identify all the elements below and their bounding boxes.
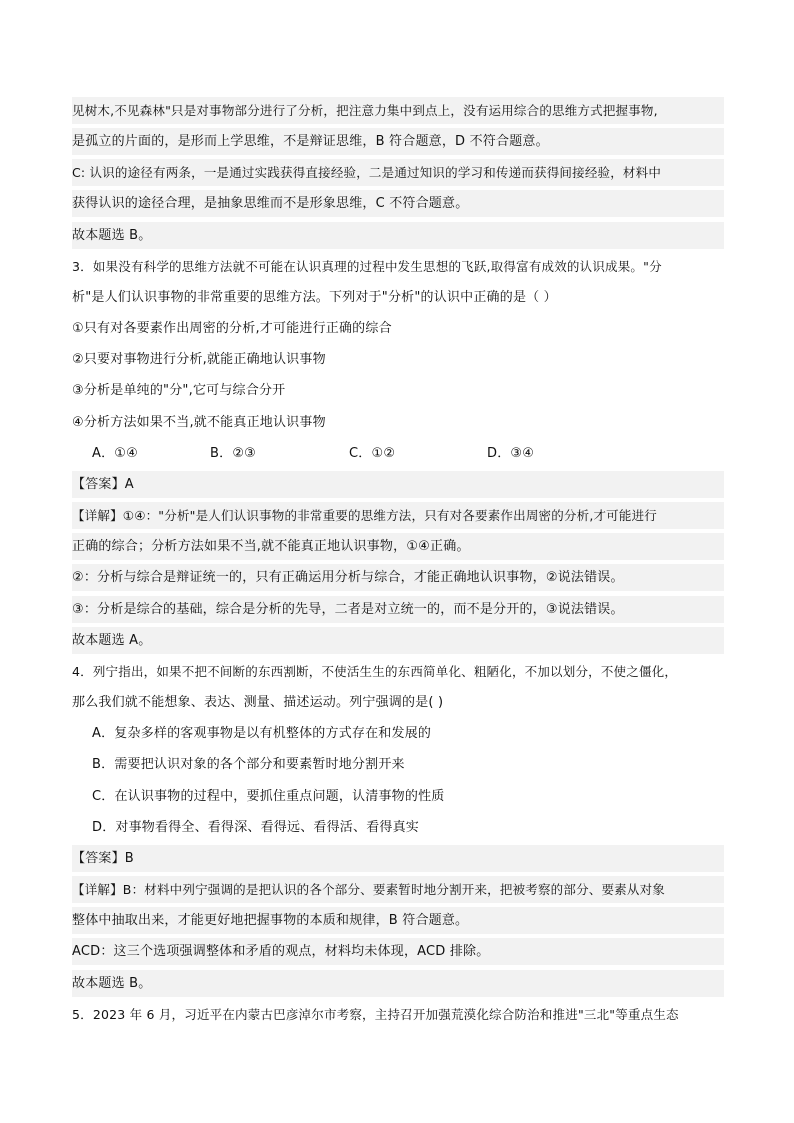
statement-item: ④分析方法如果不当,就不能真正地认识事物 [72, 415, 326, 430]
conclusion-line: 故本题选 A。 [72, 627, 724, 654]
detail-line: 【详解】①④："分析"是人们认识事物的非常重要的思维方法，只有对各要素作出周密的分析,才可能进行 [72, 502, 724, 529]
answer-line: 【答案】B [72, 845, 724, 872]
detail-line: ②：分析与综合是辩证统一的，只有正确运用分析与综合，才能正确地认识事物，②说法错误。 [72, 564, 724, 591]
question-stem: 4．列宁指出，如果不把不间断的东西割断，不使活生生的东西简单化、粗陋化，不加以划分，不使之僵化， [72, 664, 678, 679]
option-c: C．①② [349, 446, 396, 461]
answer-line: 【答案】A [72, 471, 724, 498]
question-stem: 析"是人们认识事物的非常重要的思维方法。下列对于"分析"的认识中正确的是（ ） [72, 290, 557, 305]
question-stem: 3．如果没有科学的思维方法就不可能在认识真理的过程中发生思想的飞跃,取得富有成效的认识成果。"分 [72, 259, 662, 274]
question-stem: 那么我们就不能想象、表达、测量、描述运动。列宁强调的是( ) [72, 695, 444, 710]
conclusion-line: 故本题选 B。 [72, 970, 724, 997]
options-row [72, 440, 724, 467]
detail-line: ACD：这三个选项强调整体和矛盾的观点，材料均未体现，ACD 排除。 [72, 938, 724, 965]
option-b: B．需要把认识对象的各个部分和要素暂时地分割开来 [92, 757, 405, 772]
option-b: B．②③ [210, 446, 257, 461]
analysis-line: 见树木,不见森林"只是对事物部分进行了分析，把注意力集中到点上，没有运用综合的思维方式把握事物, [72, 97, 724, 124]
detail-line: 【详解】B：材料中列宁强调的是把认识的各个部分、要素暂时地分割开来，把被考察的部分、要素从对象 [72, 876, 724, 903]
option-d: D．③④ [487, 446, 535, 461]
statement-item: ③分析是单纯的"分",它可与综合分开 [72, 383, 286, 398]
option-d: D．对事物看得全、看得深、看得远、看得活、看得真实 [92, 820, 420, 835]
detail-line: 整体中抽取出来，才能更好地把握事物的本质和规律，B 符合题意。 [72, 907, 724, 934]
option-c: C．在认识事物的过程中，要抓住重点问题，认清事物的性质 [92, 789, 445, 804]
detail-line: 正确的综合；分析方法如果不当,就不能真正地认识事物，①④正确。 [72, 533, 724, 560]
analysis-line: 获得认识的途径合理，是抽象思维而不是形象思维，C 不符合题意。 [72, 190, 724, 217]
statement-item: ①只有对各要素作出周密的分析,才可能进行正确的综合 [72, 321, 392, 336]
conclusion-line: 故本题选 B。 [72, 222, 724, 249]
statement-item: ②只要对事物进行分析,就能正确地认识事物 [72, 352, 326, 367]
detail-line: ③：分析是综合的基础，综合是分析的先导，二者是对立统一的，而不是分开的，③说法错误。 [72, 596, 724, 623]
analysis-line: C: 认识的途径有两条，一是通过实践获得直接经验，二是通过知识的学习和传递而获得间接经验，材料中 [72, 159, 724, 186]
question-stem: 5．2023 年 6 月，习近平在内蒙古巴彦淖尔市考察，主持召开加强荒漠化综合防治和推进"三北"等重点生态 [72, 1007, 679, 1022]
analysis-line: 是孤立的片面的，是形而上学思维，不是辩证思维，B 符合题意，D 不符合题意。 [72, 128, 724, 155]
option-a: A．复杂多样的客观事物是以有机整体的方式存在和发展的 [92, 726, 432, 741]
option-a: A．①④ [92, 446, 139, 461]
